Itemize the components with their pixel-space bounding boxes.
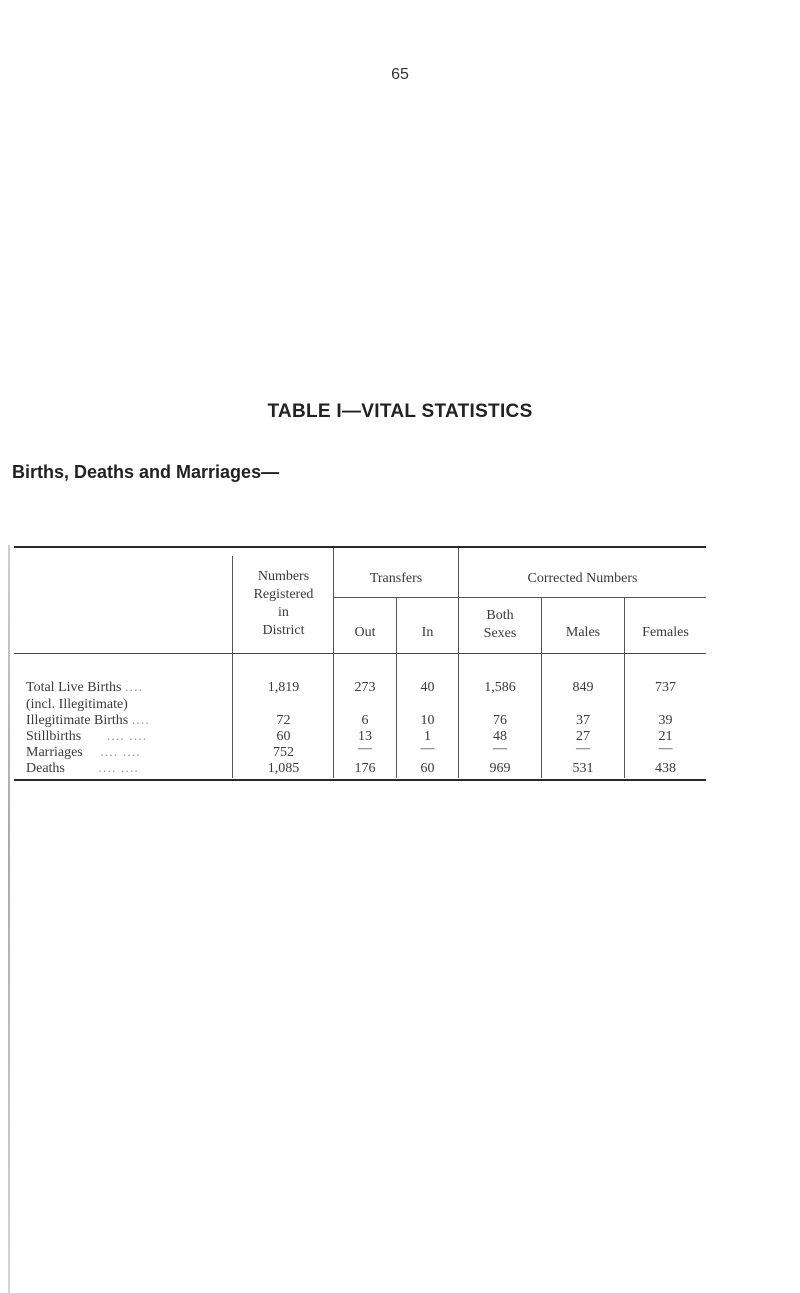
header-bottom-rule (14, 653, 706, 654)
header-both-sexes (459, 607, 541, 643)
row-label-text: Illegitimate Births (26, 713, 129, 728)
header-registered-line2: Registered (253, 587, 314, 602)
page-number: 65 (391, 66, 409, 83)
cell-females: 39 (658, 713, 673, 728)
cell-females: — (658, 741, 673, 756)
row-label-text: Deaths (26, 761, 65, 776)
cell-out: — (358, 741, 372, 756)
row-label-illegitimate-births (26, 713, 150, 729)
leader-dots: .... .... (106, 729, 148, 744)
cell-out: 6 (361, 713, 369, 728)
row-label-deaths (26, 761, 139, 777)
cell-registered: 1,085 (267, 761, 300, 776)
cell-in: 10 (420, 713, 435, 728)
cell-females: 737 (655, 680, 676, 695)
leader-dots: .... .... (98, 761, 139, 776)
cell-registered: 752 (273, 745, 294, 760)
header-registered (236, 568, 331, 640)
cell-both-sexes: 969 (489, 761, 511, 776)
cell-registered: 72 (276, 713, 291, 728)
cell-in: 1 (424, 729, 431, 744)
cell-both-sexes: 48 (493, 729, 507, 744)
row-label-marriages (26, 745, 141, 761)
cell-in: 60 (420, 761, 435, 776)
cell-males: 849 (572, 680, 594, 695)
cell-both-sexes: 1,586 (484, 680, 516, 695)
section-heading: Births, Deaths and Marriages— (12, 462, 280, 482)
cell-out: 176 (354, 761, 376, 776)
cell-out: 273 (354, 680, 376, 695)
header-both-line1: Both (486, 608, 514, 623)
header-males: Males (565, 625, 601, 640)
header-both-line2: Sexes (483, 626, 517, 641)
row-label-text: Marriages (26, 745, 83, 760)
table-bottom-rule (14, 779, 706, 781)
row-label-incl-illegitimate (26, 697, 128, 713)
cell-both-sexes: — (493, 741, 507, 756)
table-top-rule (14, 546, 706, 548)
header-out: Out (354, 625, 376, 640)
cell-registered: 1,819 (267, 680, 300, 695)
row-label-text: Total Live Births (26, 680, 122, 695)
header-in: In (421, 625, 434, 640)
cell-females: 438 (655, 761, 676, 776)
leader-dots: .... .... (100, 745, 141, 760)
cell-males: 531 (572, 761, 594, 776)
header-females: Females (642, 625, 689, 640)
cell-out: 13 (358, 729, 372, 744)
header-corrected-numbers: Corrected Numbers (527, 571, 638, 586)
row-label-stillbirths (26, 729, 147, 745)
leader-dots: .... (131, 713, 150, 728)
cell-in: 40 (420, 680, 435, 695)
row-label-total-live-births (26, 680, 143, 696)
leader-dots: .... (124, 680, 143, 695)
cell-both-sexes: 76 (493, 713, 507, 728)
cell-in: — (420, 741, 435, 756)
row-label-text: Stillbirths (26, 729, 82, 744)
scan-edge-line (8, 545, 10, 1293)
cell-females: 21 (658, 729, 673, 744)
subheader-rule (333, 597, 706, 598)
row-label-text: (incl. Illegitimate) (26, 697, 128, 712)
col-divider-registered (232, 556, 233, 778)
header-transfers: Transfers (369, 571, 423, 586)
cell-males: 37 (576, 713, 590, 728)
header-registered-line1: Numbers (257, 569, 310, 584)
table-title: TABLE I—VITAL STATISTICS (267, 401, 533, 422)
header-registered-line3: in (278, 605, 289, 620)
cell-males: — (576, 741, 590, 756)
cell-registered: 60 (276, 729, 291, 744)
header-registered-line4: District (262, 623, 305, 638)
cell-males: 27 (576, 729, 590, 744)
